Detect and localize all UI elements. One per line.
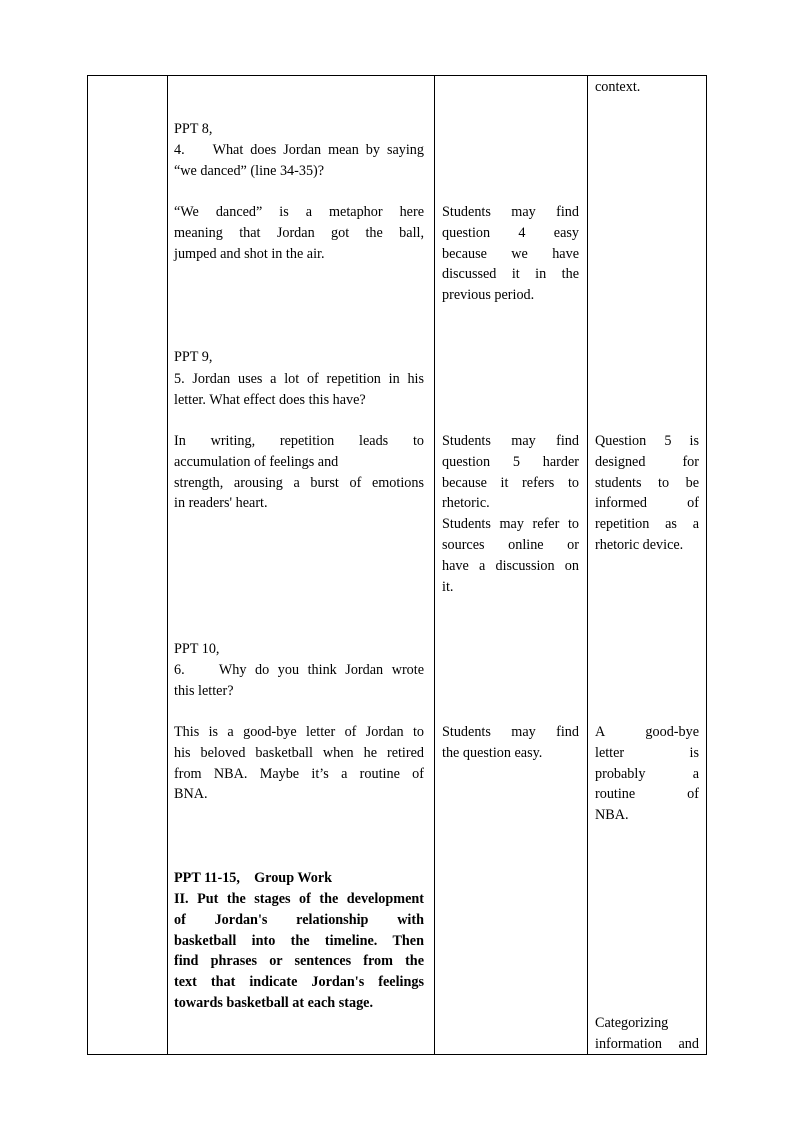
ppt8-question-line: 4. What does Jordan mean by saying — [174, 142, 424, 158]
note-line: rhetoric. — [442, 495, 490, 512]
ppt9-question-line: 5. Jordan uses a lot of repetition in his — [174, 371, 424, 387]
ppt8-question — [174, 140, 424, 182]
table-cell-col-d — [588, 76, 706, 1054]
ppt8-answer — [174, 202, 424, 264]
note-question-4 — [442, 202, 579, 306]
note-line: question 4 easy — [442, 224, 579, 241]
purpose-question-5 — [595, 431, 699, 556]
ppt10-heading: PPT 10, — [174, 641, 220, 657]
note-line: have a discussion on — [442, 557, 579, 574]
purpose-line: designed for — [595, 453, 699, 470]
group-task-line: basketball into the timeline. Then — [174, 932, 424, 949]
ppt9-question-line: letter. What effect does this have? — [174, 391, 366, 408]
purpose-line: letter is — [595, 744, 699, 761]
note-line: sources online or — [442, 536, 579, 553]
purpose-group-work — [595, 1013, 699, 1055]
ppt9-answer-line: In writing, repetition leads to — [174, 433, 424, 449]
purpose-line: routine of — [595, 786, 699, 803]
ppt10-answer-line: BNA. — [174, 786, 208, 803]
purpose-line: informed of — [595, 495, 699, 512]
note-line: because we have — [442, 245, 579, 262]
table-col-border-4 — [706, 75, 707, 1055]
ppt9-question — [174, 369, 424, 411]
ppt9-answer-line: in readers' heart. — [174, 495, 268, 512]
ppt10-question — [174, 660, 424, 702]
ppt9-answer-line: strength, arousing a burst of emotions — [174, 474, 424, 491]
group-task-line: towards basketball at each stage. — [174, 994, 374, 1011]
note-line: Students may find — [442, 724, 579, 740]
note-line: the question easy. — [442, 744, 543, 761]
purpose-line: probably a — [595, 765, 699, 782]
ppt9-answer-line: accumulation of feelings and — [174, 453, 339, 470]
ppt9-answer — [174, 431, 424, 514]
purpose-question-6 — [595, 722, 699, 826]
ppt8-answer-line: jumped and shot in the air. — [174, 245, 325, 262]
group-task-line: of Jordan's relationship with — [174, 911, 424, 928]
ppt10-answer-line: his beloved basketball when he retired — [174, 744, 424, 761]
table-cell-col-a — [88, 76, 167, 1054]
note-line: Students may find — [442, 433, 579, 449]
ppt8-question-line: “we danced” (line 34-35)? — [174, 162, 325, 179]
table-cell-col-c — [435, 76, 587, 1054]
table-cell-col-b — [168, 76, 434, 1054]
note-line: it. — [442, 578, 454, 595]
note-line: because it refers to — [442, 474, 579, 491]
purpose-context: context. — [595, 79, 641, 95]
purpose-line: NBA. — [595, 807, 629, 824]
note-question-6 — [442, 722, 579, 764]
purpose-line: students to be — [595, 474, 699, 491]
purpose-line: information and — [595, 1035, 699, 1052]
note-line: question 5 harder — [442, 453, 579, 470]
group-task-line: II. Put the stages of the development — [174, 891, 424, 907]
ppt10-question-line: 6. Why do you think Jordan wrote — [174, 662, 424, 678]
note-question-5 — [442, 431, 579, 597]
group-work-task — [174, 889, 424, 1014]
purpose-line: A good-bye — [595, 724, 699, 740]
purpose-line: rhetoric device. — [595, 536, 684, 553]
ppt10-answer — [174, 722, 424, 805]
purpose-line: Categorizing — [595, 1015, 669, 1031]
note-line: discussed it in the — [442, 266, 579, 283]
group-task-line: find phrases or sentences from the — [174, 953, 424, 970]
note-line: previous period. — [442, 287, 535, 304]
ppt8-heading: PPT 8, — [174, 121, 213, 137]
note-line: Students may refer to — [442, 516, 579, 533]
purpose-line: Question 5 is — [595, 433, 699, 449]
ppt10-answer-line: This is a good-bye letter of Jordan to — [174, 724, 424, 740]
purpose-line: repetition as a — [595, 516, 699, 533]
group-work-heading: PPT 11-15, Group Work — [174, 870, 333, 886]
ppt10-question-line: this letter? — [174, 682, 234, 699]
note-line: Students may find — [442, 204, 579, 220]
ppt10-answer-line: from NBA. Maybe it’s a routine of — [174, 765, 424, 782]
ppt8-answer-line: meaning that Jordan got the ball, — [174, 224, 424, 241]
ppt9-heading: PPT 9, — [174, 349, 213, 365]
group-task-line: text that indicate Jordan's feelings — [174, 974, 424, 991]
ppt8-answer-line: “We danced” is a metaphor here — [174, 204, 424, 220]
